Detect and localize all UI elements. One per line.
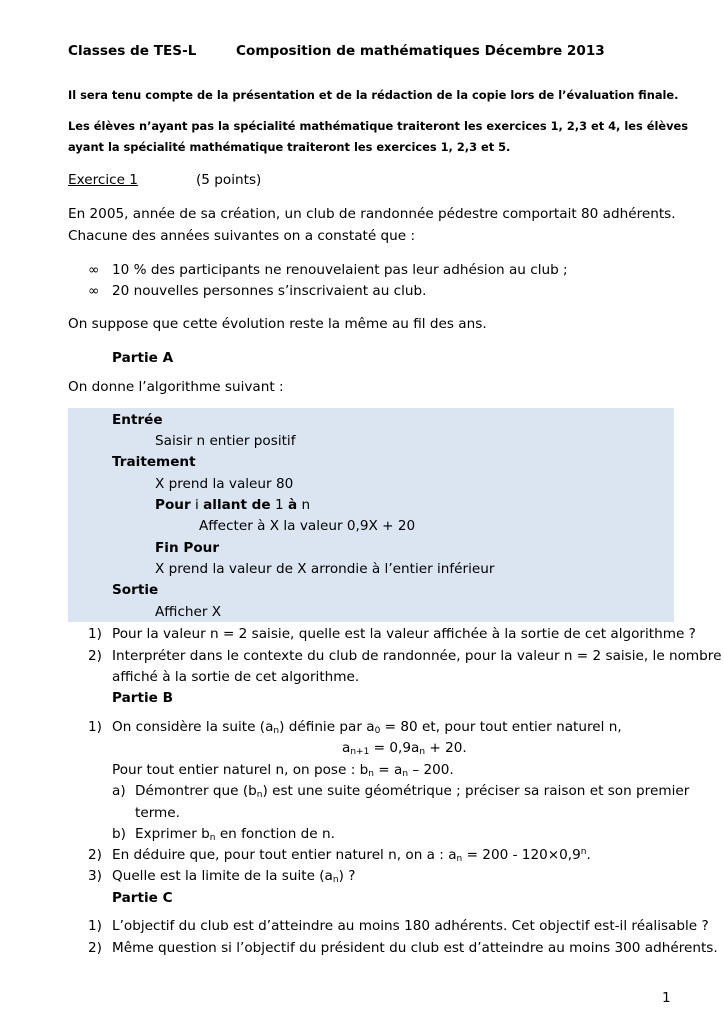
algo-entree: Entrée <box>112 412 163 428</box>
partA-intro: On donne l’algorithme suivant : <box>68 379 284 395</box>
doc-title: Composition de mathématiques Décembre 2013 <box>236 43 605 59</box>
subquestion-label: b) <box>112 826 126 842</box>
question-number: 1) <box>88 918 102 934</box>
partA-question2-line2: affiché à la sortie de cet algorithme. <box>112 669 360 685</box>
algo-afficher: Afficher X <box>155 604 222 620</box>
bullet-item: 20 nouvelles personnes s’inscrivaient au club. <box>112 283 427 299</box>
subquestion-label: a) <box>112 783 126 799</box>
page-number: 1 <box>662 990 671 1006</box>
partA-question1: Pour la valeur n = 2 saisie, quelle est la valeur affichée à la sortie de cet algorithme ? <box>112 626 696 642</box>
algo-pour-end: n <box>297 497 311 513</box>
note-presentation: Il sera tenu compte de la présentation et de la rédaction de la copie lors de l’évaluation finale. <box>68 88 679 102</box>
question-number: 2) <box>88 940 102 956</box>
algo-saisir: Saisir n entier positif <box>155 433 296 449</box>
partB-question2: En déduire que, pour tout entier naturel n, on a : $a_n = 200 - 120\times 0,9^n$. <box>112 847 591 864</box>
exercise-points: (5 points) <box>196 172 262 188</box>
question-number: 3) <box>88 868 102 884</box>
algo-affecter: Affecter à X la valeur 0,9X + 20 <box>199 518 416 534</box>
partB-question1: On considère la suite $(a_n)$ définie par $a_0 = 80$ et, pour tout entier naturel n, <box>112 719 622 736</box>
algo-xinit: X prend la valeur 80 <box>155 476 294 492</box>
algo-pour-a: à <box>287 497 298 513</box>
intro-line1: En 2005, année de sa création, un club de randonnée pédestre comportait 80 adhérents. <box>68 206 676 222</box>
bullet-symbol: ∞ <box>88 283 100 299</box>
partA-question2-line1: Interpréter dans le contexte du club de randonnée, pour la valeur n = 2 saisie, le nombre <box>112 648 722 664</box>
algo-traitement: Traitement <box>112 454 196 470</box>
partC-title: Partie C <box>112 890 173 906</box>
partB-title: Partie B <box>112 690 173 706</box>
algo-arrondi: X prend la valeur de X arrondie à l’entier inférieur <box>155 561 495 577</box>
algo-pour <box>155 497 310 513</box>
partB-definition-b: Pour tout entier naturel n, on pose : $b_n = a_n - 200$. <box>112 762 454 779</box>
bullet-item: 10 % des participants ne renouvelaient pas leur adhésion au club ; <box>112 262 568 278</box>
algo-pour-keyword: Pour <box>155 497 191 513</box>
partC-question1: L’objectif du club est d’atteindre au moins 180 adhérents. Cet objectif est-il réalisable ? <box>112 918 709 934</box>
algo-pour-allant: allant de <box>203 497 271 513</box>
question-number: 2) <box>88 648 102 664</box>
intro-line2: Chacune des années suivantes on a constaté que : <box>68 228 416 244</box>
note-speciality-line2: ayant la spécialité mathématique traiteront les exercices 1, 2,3 et 5. <box>68 140 511 154</box>
partC-question2: Même question si l’objectif du président du club est d’atteindre au moins 300 adhérents. <box>112 940 718 956</box>
question-number: 1) <box>88 626 102 642</box>
partB-question3: Quelle est la limite de la suite $(a_n)$ ? <box>112 868 356 885</box>
algo-pour-start: 1 <box>270 497 288 513</box>
algo-sortie: Sortie <box>112 582 159 598</box>
note-speciality-line1: Les élèves n’ayant pas la spécialité mathématique traiteront les exercices 1, 2,3 et 4, les élèves <box>68 119 688 133</box>
question-number: 1) <box>88 719 102 735</box>
class-label: Classes de TES-L <box>68 43 197 59</box>
algo-pour-var: i <box>190 497 204 513</box>
recurrence-formula: $a_{n+1} = 0,9a_n + 20$. <box>342 740 467 757</box>
partB-question1a-line2: terme. <box>135 805 180 821</box>
partB-question1b: Exprimer $b_n$ en fonction de n. <box>135 826 335 843</box>
question-number: 2) <box>88 847 102 863</box>
suppose-text: On suppose que cette évolution reste la même au fil des ans. <box>68 316 487 332</box>
partB-question1a: Démontrer que $(b_n)$ est une suite géométrique ; préciser sa raison et son premier <box>135 783 690 800</box>
partA-title: Partie A <box>112 350 174 366</box>
algo-finpour: Fin Pour <box>155 540 220 556</box>
exercise-title: Exercice 1 <box>68 172 138 188</box>
bullet-symbol: ∞ <box>88 262 100 278</box>
